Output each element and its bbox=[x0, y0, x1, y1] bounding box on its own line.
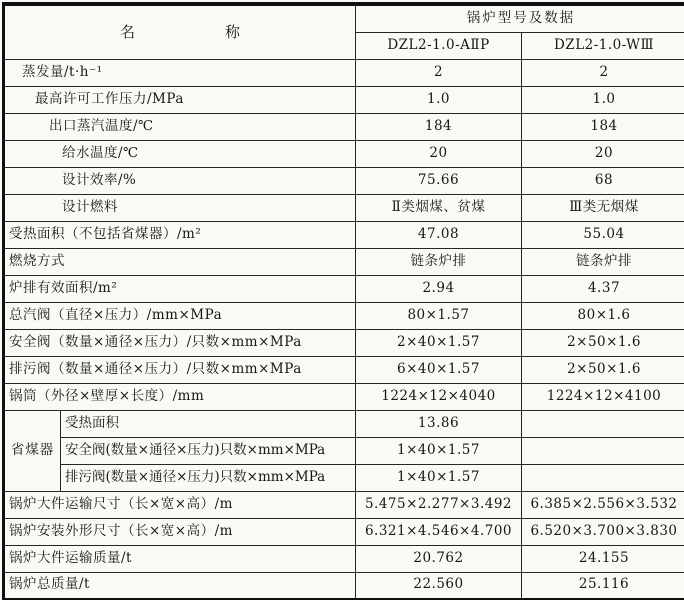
value-cell: 1224×12×4040 bbox=[356, 383, 522, 410]
table-row bbox=[4, 167, 684, 194]
economizer-sub-label: 排污阀(数量×通径×压力)只数×mm×MPa bbox=[61, 464, 356, 491]
table-row bbox=[4, 329, 684, 356]
value-cell: 1.0 bbox=[356, 86, 522, 113]
economizer-sub-label: 受热面积 bbox=[61, 410, 356, 437]
value-cell: 6.385×2.556×3.532 bbox=[522, 491, 684, 518]
value-cell: 2 bbox=[522, 59, 684, 86]
value-cell: 6×40×1.57 bbox=[356, 356, 522, 383]
boiler-spec-table bbox=[2, 2, 684, 600]
economizer-sub-label: 安全阀(数量×通径×压力)只数×mm×MPa bbox=[61, 437, 356, 464]
table-row bbox=[4, 410, 684, 437]
value-cell: 1.0 bbox=[522, 86, 684, 113]
value-cell: 25.116 bbox=[522, 572, 684, 599]
value-cell: 20 bbox=[356, 140, 522, 167]
row-label: 总汽阀（直径×压力）/mm×MPa bbox=[4, 302, 356, 329]
value-cell: 1×40×1.57 bbox=[356, 464, 522, 491]
row-label: 锅炉安装外形尺寸（长×宽×高）/m bbox=[4, 518, 356, 545]
name-header-wrap bbox=[9, 24, 351, 41]
model-group-header: 锅炉型号及数据 bbox=[356, 4, 684, 32]
table-row bbox=[4, 248, 684, 275]
value-cell: 1×40×1.57 bbox=[356, 437, 522, 464]
value-cell: 2×50×1.6 bbox=[522, 329, 684, 356]
table-row bbox=[4, 464, 684, 491]
table-row bbox=[4, 113, 684, 140]
value-cell bbox=[522, 410, 684, 437]
value-cell: 80×1.57 bbox=[356, 302, 522, 329]
value-cell: 55.04 bbox=[522, 221, 684, 248]
row-label: 给水温度/℃ bbox=[4, 140, 356, 167]
row-label: 设计燃料 bbox=[4, 194, 356, 221]
value-cell: 2 bbox=[356, 59, 522, 86]
table-row bbox=[4, 221, 684, 248]
value-cell: 80×1.6 bbox=[522, 302, 684, 329]
value-cell: 6.321×4.546×4.700 bbox=[356, 518, 522, 545]
row-label: 锅炉总质量/t bbox=[4, 572, 356, 599]
table-row bbox=[4, 194, 684, 221]
model-header-1: DZL2-1.0-AⅡP bbox=[356, 32, 522, 59]
value-cell: 184 bbox=[356, 113, 522, 140]
table-row bbox=[4, 140, 684, 167]
row-label: 蒸发量/t·h⁻¹ bbox=[4, 59, 356, 86]
name-header-right: 称 bbox=[225, 22, 241, 41]
value-cell: 22.560 bbox=[356, 572, 522, 599]
value-cell: 13.86 bbox=[356, 410, 522, 437]
value-cell: 20.762 bbox=[356, 545, 522, 572]
table-row bbox=[4, 518, 684, 545]
table-row bbox=[4, 572, 684, 599]
row-label: 受热面积（不包括省煤器）/m² bbox=[4, 221, 356, 248]
value-cell: 6.520×3.700×3.830 bbox=[522, 518, 684, 545]
value-cell: 184 bbox=[522, 113, 684, 140]
row-label: 燃烧方式 bbox=[4, 248, 356, 275]
row-label: 安全阀（数量×通径×压力）/只数×mm×MPa bbox=[4, 329, 356, 356]
table-row bbox=[4, 383, 684, 410]
value-cell: Ⅲ类无烟煤 bbox=[522, 194, 684, 221]
row-label: 锅炉大件运输质量/t bbox=[4, 545, 356, 572]
table-header-row-1 bbox=[4, 4, 684, 32]
row-label: 设计效率/% bbox=[4, 167, 356, 194]
value-cell: 68 bbox=[522, 167, 684, 194]
value-cell: 链条炉排 bbox=[522, 248, 684, 275]
model-header-2: DZL2-1.0-WⅢ bbox=[522, 32, 684, 59]
name-column-header bbox=[4, 4, 356, 59]
economizer-group-cell: 省煤器 bbox=[4, 410, 61, 491]
table-row bbox=[4, 356, 684, 383]
value-cell: 5.475×2.277×3.492 bbox=[356, 491, 522, 518]
row-label: 最高许可工作压力/MPa bbox=[4, 86, 356, 113]
table-row bbox=[4, 59, 684, 86]
value-cell: 47.08 bbox=[356, 221, 522, 248]
name-header-left: 名 bbox=[119, 22, 135, 41]
value-cell: 2×50×1.6 bbox=[522, 356, 684, 383]
value-cell bbox=[522, 464, 684, 491]
value-cell: 20 bbox=[522, 140, 684, 167]
row-label: 出口蒸汽温度/℃ bbox=[4, 113, 356, 140]
value-cell: 1224×12×4100 bbox=[522, 383, 684, 410]
value-cell: 75.66 bbox=[356, 167, 522, 194]
row-label: 炉排有效面积/m² bbox=[4, 275, 356, 302]
value-cell: 4.37 bbox=[522, 275, 684, 302]
value-cell: 24.155 bbox=[522, 545, 684, 572]
row-label: 锅炉大件运输尺寸（长×宽×高）/m bbox=[4, 491, 356, 518]
value-cell: 链条炉排 bbox=[356, 248, 522, 275]
value-cell: 2×40×1.57 bbox=[356, 329, 522, 356]
value-cell bbox=[522, 437, 684, 464]
row-label: 排污阀（数量×通径×压力）/只数×mm×MPa bbox=[4, 356, 356, 383]
value-cell: Ⅱ类烟煤、贫煤 bbox=[356, 194, 522, 221]
table-row bbox=[4, 86, 684, 113]
value-cell: 2.94 bbox=[356, 275, 522, 302]
table-row bbox=[4, 437, 684, 464]
row-label: 锅筒（外径×壁厚×长度）/mm bbox=[4, 383, 356, 410]
table-row bbox=[4, 302, 684, 329]
table-row bbox=[4, 545, 684, 572]
table-row bbox=[4, 491, 684, 518]
table-row bbox=[4, 275, 684, 302]
